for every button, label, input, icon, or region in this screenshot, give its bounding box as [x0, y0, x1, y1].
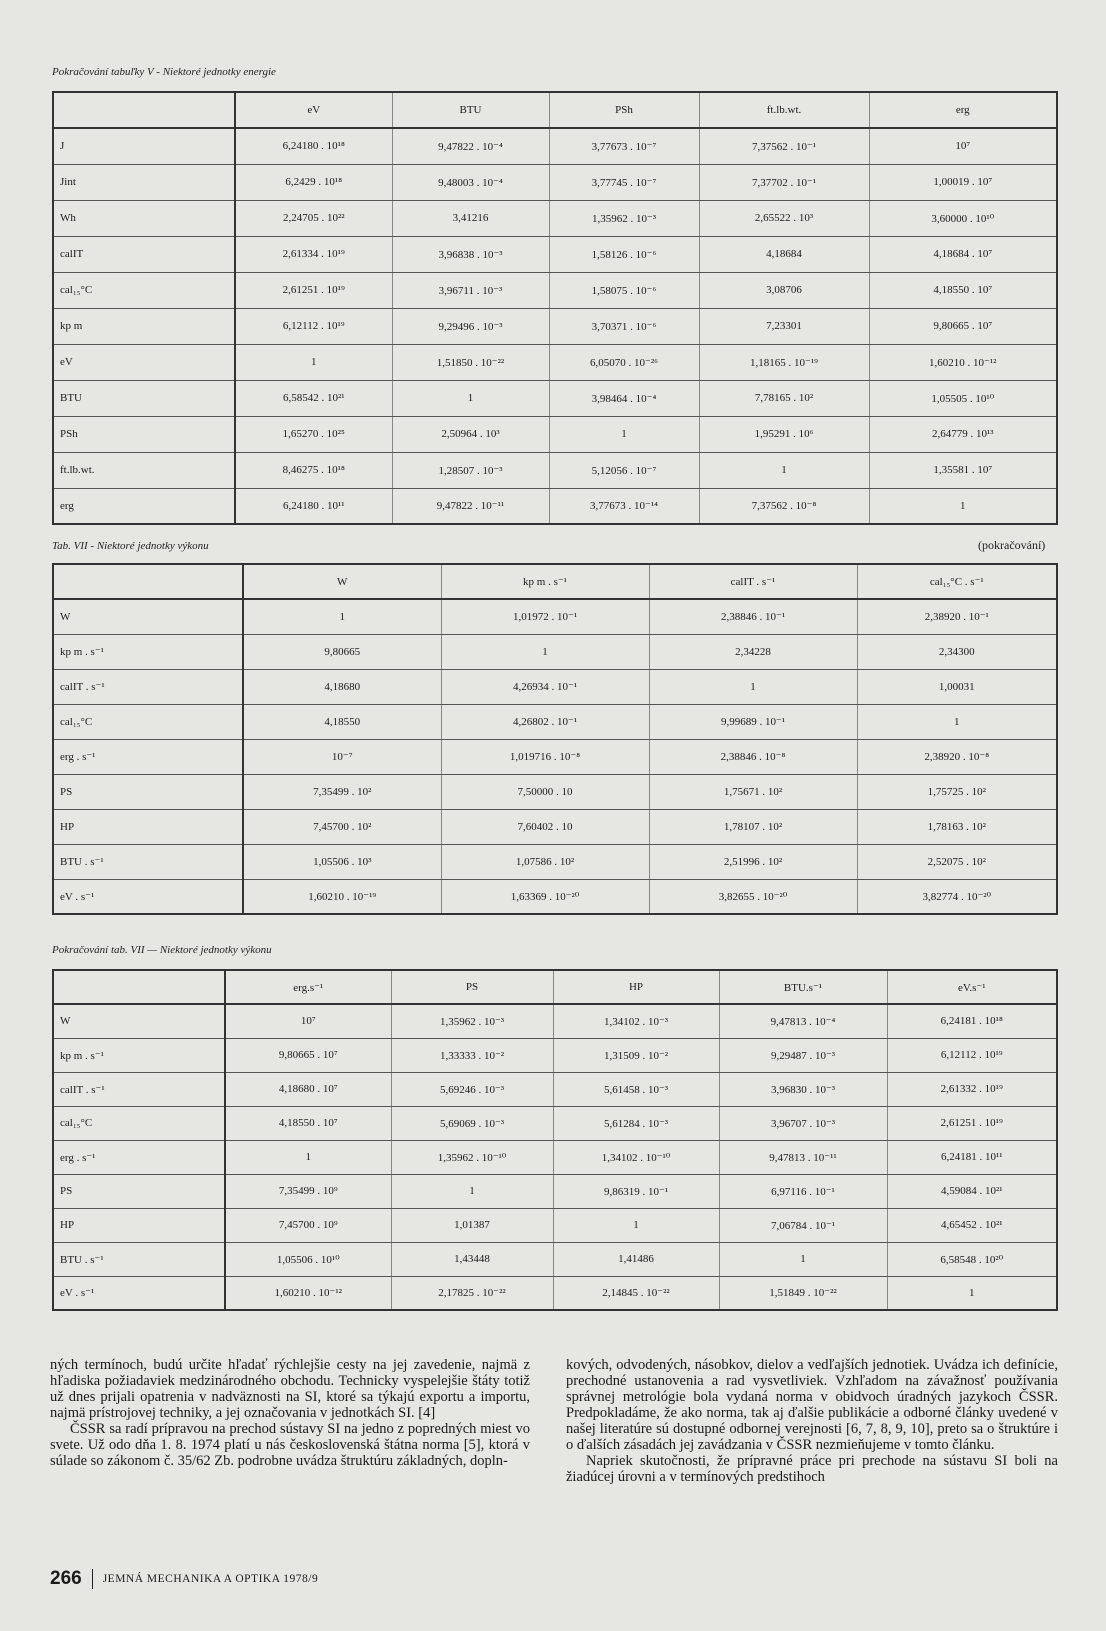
table-cell: 1,43448 [391, 1242, 553, 1276]
row-label: BTU . s⁻¹ [53, 1242, 225, 1276]
table-cell: 1,18165 . 10⁻¹⁹ [699, 344, 869, 380]
table-cell: 1,60210 . 10⁻¹⁹ [243, 879, 441, 914]
table-cell: 1,07586 . 10² [441, 844, 649, 879]
paragraph: ČSSR sa radí prípravou na prechod sústavy SI na jedno z popredných miest vo svete. Už odo dňa 1. 8. 1974 platí u nás československá štátna norma [5], ktorá v súlade so zákonom č. 35/62 Zb. podrobne uvádza štruktúru základných, dopln- [50, 1421, 530, 1469]
table-row [53, 416, 1057, 452]
table-cell: 5,69069 . 10⁻³ [391, 1106, 553, 1140]
table-cell: 5,61284 . 10⁻³ [553, 1106, 719, 1140]
table-cell: 1 [549, 416, 699, 452]
table-cell: 1,01387 [391, 1208, 553, 1242]
table-cell: 1,05506 . 10³ [243, 844, 441, 879]
table-cell: 4,26934 . 10⁻¹ [441, 669, 649, 704]
table3-caption: Pokračování tab. VII — Niektoré jednotky výkonu [52, 944, 272, 956]
table-cell: 4,18680 [243, 669, 441, 704]
table-cell: 1,34102 . 10⁻¹⁰ [553, 1140, 719, 1174]
table-row [53, 809, 1057, 844]
table-cell: 1,41486 [553, 1242, 719, 1276]
row-label: W [53, 599, 243, 634]
table-row [53, 1106, 1057, 1140]
row-label: BTU [53, 380, 235, 416]
table-cell: 3,77745 . 10⁻⁷ [549, 164, 699, 200]
table-row [53, 599, 1057, 634]
row-label: calIT . s⁻¹ [53, 669, 243, 704]
table-cell: 1,00031 [857, 669, 1057, 704]
table-cell: 7,37702 . 10⁻¹ [699, 164, 869, 200]
table-cell: 2,17825 . 10⁻²² [391, 1276, 553, 1310]
table-cell: 1,63369 . 10⁻²⁰ [441, 879, 649, 914]
table-cell: 1,60210 . 10⁻¹² [869, 344, 1057, 380]
table-cell: 1 [391, 1174, 553, 1208]
table-cell: 6,97116 . 10⁻¹ [719, 1174, 887, 1208]
column-header: eV.s⁻¹ [887, 970, 1057, 1004]
table-cell: 4,18684 . 10⁷ [869, 236, 1057, 272]
table-cell: 9,29487 . 10⁻³ [719, 1038, 887, 1072]
table-cell: 1 [225, 1140, 391, 1174]
page-number: 266 [50, 1568, 82, 1589]
row-label: HP [53, 809, 243, 844]
row-label: eV . s⁻¹ [53, 1276, 225, 1310]
row-label: kp m [53, 308, 235, 344]
table-cell: 5,12056 . 10⁻⁷ [549, 452, 699, 488]
row-label: eV . s⁻¹ [53, 879, 243, 914]
table-cell: 1 [719, 1242, 887, 1276]
table-cell: 10⁷ [225, 1004, 391, 1038]
table-cell: 8,46275 . 10¹⁸ [235, 452, 392, 488]
table-cell: 6,24181 . 10¹⁸ [887, 1004, 1057, 1038]
table-cell: 3,96707 . 10⁻³ [719, 1106, 887, 1140]
table-cell: 1,35581 . 10⁷ [869, 452, 1057, 488]
row-label: Wh [53, 200, 235, 236]
table-row [53, 704, 1057, 739]
table-cell: 7,45700 . 10⁹ [225, 1208, 391, 1242]
table-cell: 7,35499 . 10² [243, 774, 441, 809]
energy-units-table-continued [52, 91, 1058, 525]
table2-caption: Tab. VII - Niektoré jednotky výkonu [52, 540, 209, 552]
table-cell: 2,14845 . 10⁻²² [553, 1276, 719, 1310]
table-cell: 2,34300 [857, 634, 1057, 669]
row-label: Jint [53, 164, 235, 200]
row-label: HP [53, 1208, 225, 1242]
footer-divider [92, 1569, 93, 1589]
table-cell: 3,60000 . 10¹⁰ [869, 200, 1057, 236]
table1-caption: Pokračování tabuľky V - Niektoré jednotky energie [52, 66, 276, 78]
table-cell: 6,2429 . 10¹⁸ [235, 164, 392, 200]
table-row [53, 164, 1057, 200]
table-cell: 1,75725 . 10² [857, 774, 1057, 809]
row-label: PS [53, 1174, 225, 1208]
table-row [53, 452, 1057, 488]
table-cell: 1,78107 . 10² [649, 809, 857, 844]
table-row [53, 200, 1057, 236]
paragraph: ných termínoch, budú určite hľadať rýchlejšie cesty na jej zavedenie, najmä z hľadiska požiadaviek medzinárodného obchodu. Technicky vyspelejšie štáty totiž už dnes prijali opatrenia v nadväznosti na SI, ktoré sa týkajú exportu a importu, najmä prístrojovej techniky, a jej označovania v jednotkách SI. [4] [50, 1357, 530, 1421]
table-cell: 3,98464 . 10⁻⁴ [549, 380, 699, 416]
table-cell: 9,86319 . 10⁻¹ [553, 1174, 719, 1208]
table-cell: 2,64779 . 10¹³ [869, 416, 1057, 452]
table-cell: 2,52075 . 10² [857, 844, 1057, 879]
paragraph: kových, odvodených, násobkov, dielov a vedľajších jednotiek. Uvádza ich definície, prechodné ustanovenia a rad vysvetliviek. Vzhľadom na závažnosť používania správnej metrológie bola vydaná norma v obidvoch úradných jazykoch ČSSR. Predpokladáme, že ako norma, tak aj ďalšie publikácie a odborné články uvedené v našej literatúre sú dostupné odbornej verejnosti [6, 7, 8, 9, 10], preto sa o štruktúre i o ďalších zásadách jej zavádzania v ČSSR nezmieňujeme v tomto článku. [566, 1357, 1058, 1453]
table-cell: 1,05506 . 10¹⁰ [225, 1242, 391, 1276]
table-cell: 1 [235, 344, 392, 380]
table-cell: 7,60402 . 10 [441, 809, 649, 844]
table-cell: 1 [441, 634, 649, 669]
table-cell: 1,00019 . 10⁷ [869, 164, 1057, 200]
table-row [53, 1140, 1057, 1174]
table-cell: 3,77673 . 10⁻¹⁴ [549, 488, 699, 524]
table-cell: 1,05505 . 10¹⁰ [869, 380, 1057, 416]
table-cell: 9,47813 . 10⁻¹¹ [719, 1140, 887, 1174]
table-row [53, 1242, 1057, 1276]
table-row [53, 236, 1057, 272]
text-column-right [566, 1357, 1058, 1485]
table-cell: 9,80665 . 10⁷ [225, 1038, 391, 1072]
table-cell: 1 [869, 488, 1057, 524]
column-header: calIT . s⁻¹ [649, 564, 857, 599]
table-cell: 7,23301 [699, 308, 869, 344]
table-cell: 1,28507 . 10⁻³ [392, 452, 549, 488]
table-cell: 1,33333 . 10⁻² [391, 1038, 553, 1072]
row-label: PS [53, 774, 243, 809]
table-cell: 2,50964 . 10³ [392, 416, 549, 452]
header-corner [53, 92, 235, 128]
table-cell: 1,51849 . 10⁻²² [719, 1276, 887, 1310]
table-cell: 1,58075 . 10⁻⁶ [549, 272, 699, 308]
table-cell: 10⁻⁷ [243, 739, 441, 774]
row-label: ft.lb.wt. [53, 452, 235, 488]
column-header: kp m . s⁻¹ [441, 564, 649, 599]
table-cell: 7,06784 . 10⁻¹ [719, 1208, 887, 1242]
table-row [53, 488, 1057, 524]
table-cell: 1 [392, 380, 549, 416]
table-row [53, 272, 1057, 308]
table-cell: 4,18550 . 10⁷ [225, 1106, 391, 1140]
table-cell: 7,78165 . 10² [699, 380, 869, 416]
table-cell: 2,61334 . 10¹⁹ [235, 236, 392, 272]
table-cell: 4,18550 [243, 704, 441, 739]
row-label: W [53, 1004, 225, 1038]
table-cell: 9,29496 . 10⁻³ [392, 308, 549, 344]
table-cell: 6,58548 . 10²⁰ [887, 1242, 1057, 1276]
table-cell: 2,61251 . 10¹⁹ [235, 272, 392, 308]
column-header: erg [869, 92, 1057, 128]
table-cell: 4,65452 . 10²¹ [887, 1208, 1057, 1242]
table-cell: 1,35962 . 10⁻¹⁰ [391, 1140, 553, 1174]
row-label: PSh [53, 416, 235, 452]
table-row [53, 308, 1057, 344]
row-label: calIT . s⁻¹ [53, 1072, 225, 1106]
row-label: cal₁₅°C [53, 272, 235, 308]
row-label: kp m . s⁻¹ [53, 634, 243, 669]
table-cell: 3,96830 . 10⁻³ [719, 1072, 887, 1106]
table-cell: 1,78163 . 10² [857, 809, 1057, 844]
table-cell: 9,48003 . 10⁻⁴ [392, 164, 549, 200]
table-cell: 7,37562 . 10⁻¹ [699, 128, 869, 164]
table-row [53, 1276, 1057, 1310]
table-cell: 5,69246 . 10⁻³ [391, 1072, 553, 1106]
table-cell: 2,38846 . 10⁻¹ [649, 599, 857, 634]
table-cell: 6,58542 . 10²¹ [235, 380, 392, 416]
column-header: PS [391, 970, 553, 1004]
table-cell: 2,38920 . 10⁻⁸ [857, 739, 1057, 774]
table-cell: 4,59084 . 10²¹ [887, 1174, 1057, 1208]
power-units-table-continued [52, 969, 1058, 1311]
header-corner [53, 564, 243, 599]
table-cell: 6,12112 . 10¹⁹ [887, 1038, 1057, 1072]
table-row [53, 344, 1057, 380]
table-cell: 1,01972 . 10⁻¹ [441, 599, 649, 634]
table-cell: 6,05070 . 10⁻²⁶ [549, 344, 699, 380]
table-cell: 1 [649, 669, 857, 704]
column-header: erg.s⁻¹ [225, 970, 391, 1004]
table-row [53, 669, 1057, 704]
table-cell: 7,37562 . 10⁻⁸ [699, 488, 869, 524]
table-cell: 1,31509 . 10⁻² [553, 1038, 719, 1072]
table-cell: 4,18680 . 10⁷ [225, 1072, 391, 1106]
table-cell: 3,96838 . 10⁻³ [392, 236, 549, 272]
table-row [53, 1038, 1057, 1072]
journal-title: JEMNÁ MECHANIKA A OPTIKA 1978/9 [102, 1573, 319, 1585]
table-cell: 2,24705 . 10²² [235, 200, 392, 236]
table-cell: 2,38920 . 10⁻¹ [857, 599, 1057, 634]
table-cell: 1,51850 . 10⁻²² [392, 344, 549, 380]
table-row [53, 1072, 1057, 1106]
table-cell: 1 [553, 1208, 719, 1242]
table-row [53, 1004, 1057, 1038]
paragraph: Napriek skutočnosti, že prípravné práce pri prechode na sústavu SI boli na žiadúcej úrovni a v termínových predstihoch [566, 1453, 1058, 1485]
table-cell: 9,47822 . 10⁻⁴ [392, 128, 549, 164]
column-header: ft.lb.wt. [699, 92, 869, 128]
table-cell: 2,65522 . 10³ [699, 200, 869, 236]
table-cell: 3,41216 [392, 200, 549, 236]
table-cell: 3,08706 [699, 272, 869, 308]
text-column-left [50, 1357, 530, 1469]
row-label: cal₁₅°C [53, 704, 243, 739]
table-cell: 6,24180 . 10¹⁸ [235, 128, 392, 164]
table-cell: 9,99689 . 10⁻¹ [649, 704, 857, 739]
table-cell: 2,34228 [649, 634, 857, 669]
table-row [53, 380, 1057, 416]
table-row [53, 879, 1057, 914]
table-cell: 1,60210 . 10⁻¹² [225, 1276, 391, 1310]
table-cell: 6,24181 . 10¹¹ [887, 1140, 1057, 1174]
table-cell: 3,82774 . 10⁻²⁰ [857, 879, 1057, 914]
table-cell: 4,18550 . 10⁷ [869, 272, 1057, 308]
column-header: cal₁₅°C . s⁻¹ [857, 564, 1057, 599]
table-cell: 1,35962 . 10⁻³ [391, 1004, 553, 1038]
table-cell: 7,50000 . 10 [441, 774, 649, 809]
table-cell: 4,18684 [699, 236, 869, 272]
row-label: erg . s⁻¹ [53, 1140, 225, 1174]
table-cell: 1,34102 . 10⁻³ [553, 1004, 719, 1038]
row-label: erg . s⁻¹ [53, 739, 243, 774]
table-cell: 1 [699, 452, 869, 488]
row-label: J [53, 128, 235, 164]
table-cell: 2,38846 . 10⁻⁸ [649, 739, 857, 774]
power-units-table [52, 563, 1058, 915]
table-cell: 4,26802 . 10⁻¹ [441, 704, 649, 739]
table-cell: 6,12112 . 10¹⁹ [235, 308, 392, 344]
table-cell: 7,35499 . 10⁹ [225, 1174, 391, 1208]
table-cell: 6,24180 . 10¹¹ [235, 488, 392, 524]
table-cell: 3,96711 . 10⁻³ [392, 272, 549, 308]
table2-continued-note: (pokračování) [978, 538, 1046, 552]
table-row [53, 1174, 1057, 1208]
row-label: calIT [53, 236, 235, 272]
table-cell: 5,61458 . 10⁻³ [553, 1072, 719, 1106]
table-row [53, 844, 1057, 879]
table-row [53, 128, 1057, 164]
table-cell: 1,75671 . 10² [649, 774, 857, 809]
row-label: cal₁₅°C [53, 1106, 225, 1140]
table-cell: 3,70371 . 10⁻⁶ [549, 308, 699, 344]
table-cell: 2,61332 . 10¹⁹ [887, 1072, 1057, 1106]
table-cell: 9,47813 . 10⁻⁴ [719, 1004, 887, 1038]
table-cell: 3,82655 . 10⁻²⁰ [649, 879, 857, 914]
table-cell: 10⁷ [869, 128, 1057, 164]
row-label: kp m . s⁻¹ [53, 1038, 225, 1072]
table-row [53, 1208, 1057, 1242]
table-row [53, 774, 1057, 809]
table-cell: 9,47822 . 10⁻¹¹ [392, 488, 549, 524]
table-cell: 9,80665 . 10⁷ [869, 308, 1057, 344]
column-header: HP [553, 970, 719, 1004]
row-label: eV [53, 344, 235, 380]
table-cell: 7,45700 . 10² [243, 809, 441, 844]
table-cell: 1,58126 . 10⁻⁶ [549, 236, 699, 272]
table-cell: 2,61251 . 10¹⁹ [887, 1106, 1057, 1140]
table-cell: 2,51996 . 10² [649, 844, 857, 879]
table-row [53, 634, 1057, 669]
table-cell: 1,65270 . 10²⁵ [235, 416, 392, 452]
table-cell: 1 [887, 1276, 1057, 1310]
table-cell: 1 [857, 704, 1057, 739]
header-corner [53, 970, 225, 1004]
table-cell: 1,95291 . 10⁶ [699, 416, 869, 452]
page-footer [50, 1567, 318, 1591]
table-cell: 3,77673 . 10⁻⁷ [549, 128, 699, 164]
table-cell: 9,80665 [243, 634, 441, 669]
table-row [53, 739, 1057, 774]
table-cell: 1,35962 . 10⁻³ [549, 200, 699, 236]
column-header: BTU [392, 92, 549, 128]
table-cell: 1,019716 . 10⁻⁸ [441, 739, 649, 774]
column-header: eV [235, 92, 392, 128]
table-cell: 1 [243, 599, 441, 634]
row-label: BTU . s⁻¹ [53, 844, 243, 879]
row-label: erg [53, 488, 235, 524]
column-header: BTU.s⁻¹ [719, 970, 887, 1004]
column-header: PSh [549, 92, 699, 128]
column-header: W [243, 564, 441, 599]
